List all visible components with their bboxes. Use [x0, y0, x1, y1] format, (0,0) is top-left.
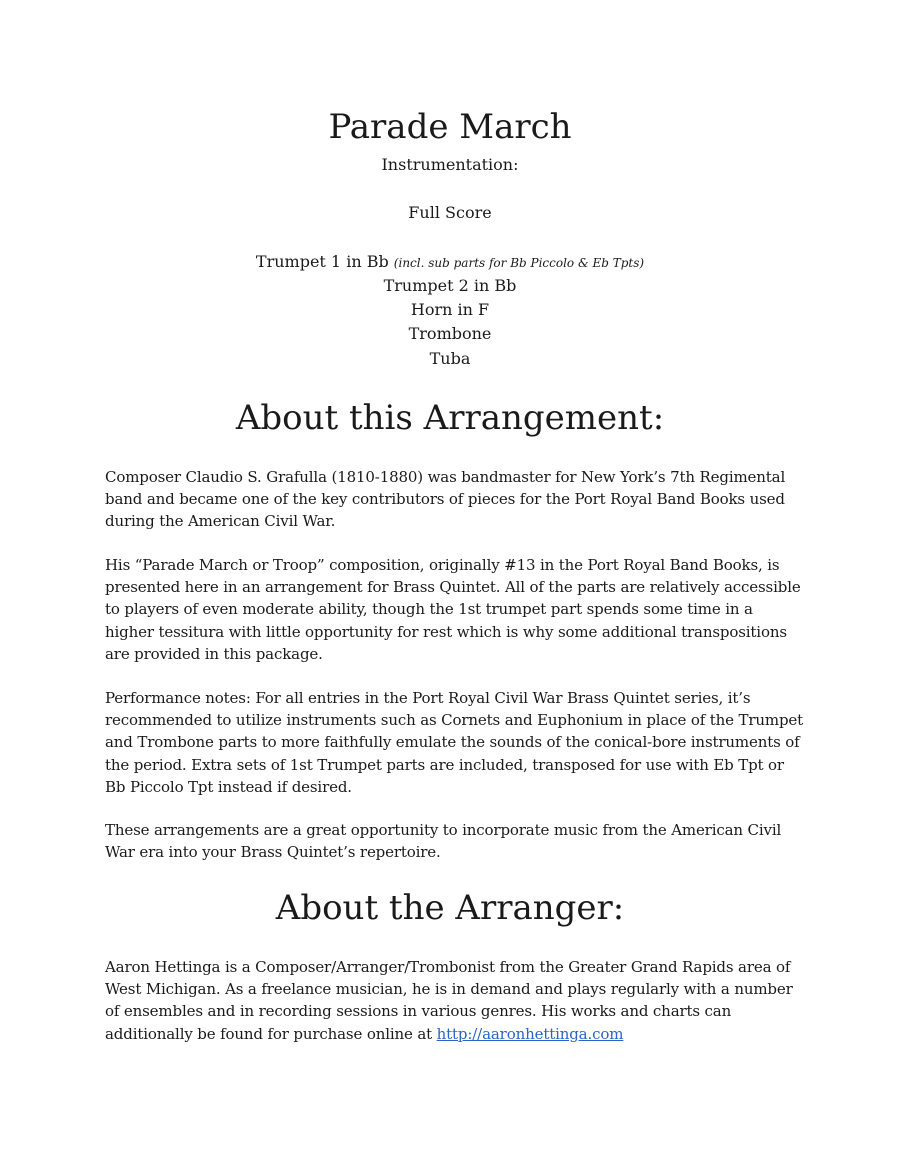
full-score-label: Full Score — [408, 203, 492, 222]
instrument-item: Trumpet 2 in Bb — [383, 276, 517, 295]
about-arrangement-heading: About this Arrangement: — [235, 398, 665, 438]
arrangement-paragraph: These arrangements are a great opportunity to incorporate music from the American Civil War era into your Brass Quintet’s repertoire. — [105, 821, 782, 862]
instrumentation-label: Instrumentation: — [381, 155, 519, 174]
arrangement-paragraph: His “Parade March or Troop” composition, originally #13 in the Port Royal Band Books, is presented here in an arrangement for Brass Quintet. All of the parts are relatively accessible to players of even moderate ability, though the 1st trumpet part spends some time in a higher tessitura with little opportunity for rest which is why some additional transpositions are provided in this package. — [105, 556, 801, 663]
instrument-item: Trombone — [408, 324, 492, 343]
arrangement-paragraph: Composer Claudio S. Grafulla (1810-1880) was bandmaster for New York’s 7th Regimental band and became one of the key contributors of pieces for the Port Royal Band Books used during the American Civil War. — [105, 468, 786, 531]
instrument-item: Tuba — [429, 349, 471, 368]
instrument-note: (incl. sub parts for Bb Piccolo & Eb Tpts) — [393, 256, 645, 270]
arranger-website-link[interactable]: http://aaronhettinga.com — [436, 1024, 624, 1043]
arranger-bio: Aaron Hettinga is a Composer/Arranger/Trombonist from the Greater Grand Rapids area of West Michigan. As a freelance musician, he is in demand and plays regularly with a number of ensembles and in recording sessions in various genres. His works and charts can additionally be found for purchase online at — [105, 958, 793, 1043]
arrangement-paragraph: Performance notes: For all entries in the Port Royal Civil War Brass Quintet series, it’s recommended to utilize instruments such as Cornets and Euphonium in place of the Trumpet and Trombone parts to more faithfully emulate the sounds of the conical-bore instruments of the period. Extra sets of 1st Trumpet parts are included, transposed for use with Eb Tpt or Bb Piccolo Tpt instead if desired. — [105, 689, 803, 796]
arranger-paragraph — [105, 956, 805, 1045]
instrument-item: Horn in F — [410, 300, 490, 319]
page-title: Parade March — [328, 107, 572, 147]
about-arranger-heading: About the Arranger: — [275, 888, 625, 928]
instrument-name: Trumpet 1 in Bb — [255, 252, 389, 271]
instrument-item — [0, 251, 900, 274]
